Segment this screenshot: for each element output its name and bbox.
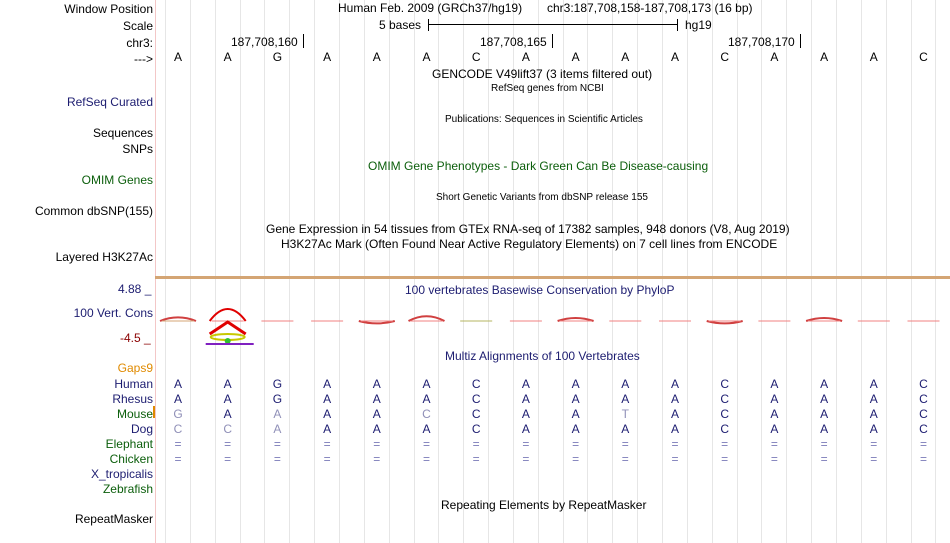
alignment-base: C [720, 392, 730, 406]
alignment-base: = [919, 437, 927, 451]
scale-bar [428, 24, 678, 25]
conservation-mark [210, 309, 246, 321]
alignment-base: C [919, 377, 928, 391]
alignment-base: A [323, 377, 332, 391]
alignment-base: A [869, 407, 878, 421]
alignment-base: = [572, 452, 580, 466]
alignment-base: A [670, 377, 679, 391]
grid-line [364, 0, 365, 543]
coord-label: 187,708,160 [231, 35, 298, 49]
strand-label[interactable]: ---> [134, 52, 153, 66]
grid-line [836, 0, 837, 543]
alignment-base: C [720, 407, 730, 421]
alignment-base: C [919, 392, 928, 406]
alignment-base: C [422, 407, 431, 421]
alignment-base: = [472, 452, 480, 466]
grid-line [215, 0, 216, 543]
alignment-base: G [272, 392, 283, 406]
alignment-base: = [174, 452, 182, 466]
species-label[interactable]: Human [114, 377, 153, 391]
coord-label: 187,708,170 [728, 35, 795, 49]
alignment-base: = [224, 452, 232, 466]
alignment-base: A [422, 377, 431, 391]
h3k27ac-track-title[interactable]: H3K27Ac Mark (Often Found Near Active Regulatory Elements) on 7 cell lines from ENCODE [281, 237, 778, 251]
alignment-base: A [273, 407, 282, 421]
reference-base: A [521, 50, 530, 64]
alignment-base: A [173, 377, 182, 391]
alignment-base: = [273, 437, 281, 451]
alignment-base: C [223, 422, 233, 436]
publications-track-title[interactable]: Publications: Sequences in Scientific Articles [445, 114, 643, 125]
alignment-base: A [521, 422, 530, 436]
alignment-base: = [671, 437, 679, 451]
alignment-base: = [522, 437, 530, 451]
alignment-base: = [621, 437, 629, 451]
refseq-track-label[interactable]: RefSeq Curated [66, 95, 153, 109]
position-text: chr3:187,708,158-187,708,173 (16 bp) [547, 1, 753, 15]
alignment-base: A [372, 407, 381, 421]
alignment-base: = [373, 437, 381, 451]
reference-base: C [471, 50, 481, 64]
grid-line [488, 0, 489, 543]
scale-value: 5 bases [379, 18, 422, 32]
alignment-base: = [522, 452, 530, 466]
alignment-base: = [422, 437, 430, 451]
alignment-base: A [621, 422, 630, 436]
grid-line [438, 0, 439, 543]
alignment-base: A [273, 422, 282, 436]
alignment-base: = [721, 437, 729, 451]
alignment-base: = [373, 452, 381, 466]
alignment-base: A [770, 377, 779, 391]
species-label[interactable]: Chicken [109, 452, 153, 466]
track-divider [155, 276, 950, 279]
dbsnp-track-label[interactable]: Common dbSNP(155) [34, 204, 153, 218]
alignment-base: A [521, 392, 530, 406]
alignment-base: A [372, 392, 381, 406]
alignment-base: A [820, 377, 829, 391]
grid-line [786, 0, 787, 543]
grid-line [637, 0, 638, 543]
grid-line [339, 0, 340, 543]
grid-line [414, 0, 415, 543]
alignment-base: A [571, 377, 580, 391]
alignment-base: A [869, 377, 878, 391]
alignment-base: C [471, 407, 481, 421]
grid-line [811, 0, 812, 543]
reference-base: A [173, 50, 182, 64]
alignment-base: = [870, 452, 878, 466]
conservation-plot[interactable] [155, 300, 950, 350]
scale-label: Scale [122, 19, 153, 33]
scale-db: hg19 [685, 18, 712, 32]
reference-base: A [820, 50, 829, 64]
grid-line [389, 0, 390, 543]
gencode-track-title[interactable]: GENCODE V49lift37 (3 items filtered out) [432, 67, 653, 81]
species-label[interactable]: Zebrafish [102, 482, 153, 496]
phylop-track-title[interactable]: 100 vertebrates Basewise Conservation by PhyloP [405, 283, 675, 297]
alignment-base: A [372, 422, 381, 436]
grid-line [289, 0, 290, 543]
alignment-base: A [670, 407, 679, 421]
species-label[interactable]: Mouse [116, 407, 153, 421]
cons-max-label: 4.88 _ [118, 282, 152, 296]
reference-base: A [372, 50, 381, 64]
alignment-base: = [770, 437, 778, 451]
alignment-base: A [422, 422, 431, 436]
gtex-track-title[interactable]: Gene Expression in 54 tissues from GTEx RNA-seq of 17382 samples, 948 donors (V8, Aug 2019) [266, 222, 790, 236]
alignment-base: = [174, 437, 182, 451]
species-label[interactable]: Rhesus [112, 392, 153, 406]
cons-min-label: -4.5 _ [120, 331, 151, 345]
alignment-base: G [272, 377, 283, 391]
grid-line [463, 0, 464, 543]
grid-line [861, 0, 862, 543]
alignment-base: A [770, 422, 779, 436]
h3k27ac-track-label[interactable]: Layered H3K27Ac [55, 250, 153, 264]
conservation-mark [160, 317, 196, 321]
window-position-label: Window Position [64, 2, 153, 16]
alignment-base: = [572, 437, 580, 451]
repeatmasker-track-title[interactable]: Repeating Elements by RepeatMasker [441, 498, 647, 512]
alignment-base: A [571, 407, 580, 421]
grid-line [911, 0, 912, 543]
alignment-base: A [670, 392, 679, 406]
alignment-base: A [521, 407, 530, 421]
alignment-base: A [820, 392, 829, 406]
alignment-base: A [621, 377, 630, 391]
reference-base: A [223, 50, 232, 64]
alignment-base: A [571, 392, 580, 406]
grid-line [935, 0, 936, 543]
reference-base: A [670, 50, 679, 64]
grid-line [314, 0, 315, 543]
alignment-base: A [223, 392, 232, 406]
alignment-base: = [224, 437, 232, 451]
alignment-base: C [471, 392, 481, 406]
alignment-base: A [621, 392, 630, 406]
alignment-base: A [670, 422, 679, 436]
alignment-base: A [422, 392, 431, 406]
reference-base: C [919, 50, 928, 64]
alignment-base: = [323, 452, 331, 466]
alignment-base: = [870, 437, 878, 451]
chrom-label: chr3: [126, 36, 153, 50]
alignment-base: A [372, 377, 381, 391]
alignment-base: = [820, 452, 828, 466]
alignment-base: = [919, 452, 927, 466]
alignment-base: C [720, 422, 730, 436]
alignment-base: C [173, 422, 183, 436]
multiz-track-title[interactable]: Multiz Alignments of 100 Vertebrates [445, 349, 640, 363]
alignment-base: A [323, 407, 332, 421]
alignment-base: A [223, 407, 232, 421]
alignment-base: A [869, 422, 878, 436]
species-label[interactable]: X_tropicalis [90, 467, 153, 481]
reference-base: G [272, 50, 283, 64]
alignment-base: = [273, 452, 281, 466]
alignment-base: = [323, 437, 331, 451]
conservation-logo [210, 322, 246, 334]
refseq-track-title[interactable]: RefSeq genes from NCBI [491, 83, 604, 94]
conservation-mark [409, 316, 445, 321]
grid-line [737, 0, 738, 543]
grid-line [886, 0, 887, 543]
grid-line [712, 0, 713, 543]
alignment-base: A [223, 377, 232, 391]
coord-label: 187,708,165 [480, 35, 547, 49]
alignment-base: = [721, 452, 729, 466]
alignment-base: A [770, 407, 779, 421]
grid-line [612, 0, 613, 543]
grid-line [165, 0, 166, 543]
alignment-base: = [671, 452, 679, 466]
grid-line [662, 0, 663, 543]
omim-track-title[interactable]: OMIM Gene Phenotypes - Dark Green Can Be Disease-causing [368, 159, 709, 173]
alignment-base: T [621, 407, 629, 421]
reference-base: A [323, 50, 332, 64]
alignment-base: A [869, 392, 878, 406]
dbsnp-track-title[interactable]: Short Genetic Variants from dbSNP release 155 [436, 192, 648, 203]
alignment-base: A [571, 422, 580, 436]
reference-base: A [422, 50, 431, 64]
grid-line [687, 0, 688, 543]
panel-separator [155, 0, 156, 543]
alignment-base: C [919, 407, 928, 421]
grid-line [761, 0, 762, 543]
alignment-base: A [820, 407, 829, 421]
species-label[interactable]: Elephant [105, 437, 153, 451]
alignment-base: = [422, 452, 430, 466]
alignment-base: = [621, 452, 629, 466]
alignment-base: C [919, 422, 928, 436]
alignment-base: = [820, 437, 828, 451]
grid-line [190, 0, 191, 543]
alignment-base: C [720, 377, 730, 391]
repeatmasker-track-label[interactable]: RepeatMasker [74, 512, 153, 526]
gaps-label[interactable]: Gaps9 [117, 361, 153, 375]
reference-base: A [621, 50, 630, 64]
alignment-base: G [173, 407, 183, 421]
assembly-title: Human Feb. 2009 (GRCh37/hg19) [338, 1, 523, 15]
snps-track-label[interactable]: SNPs [122, 142, 153, 156]
browser-image[interactable] [155, 0, 950, 543]
grid-line [240, 0, 241, 543]
alignment-base: A [521, 377, 530, 391]
alignment-base: C [471, 422, 481, 436]
conservation-track-label[interactable]: 100 Vert. Cons [73, 306, 153, 320]
alignment-base: A [173, 392, 182, 406]
alignment-base: A [323, 422, 332, 436]
grid-line [264, 0, 265, 543]
reference-base: A [869, 50, 878, 64]
omim-track-label[interactable]: OMIM Genes [81, 173, 153, 187]
alignment-base: A [770, 392, 779, 406]
reference-base: C [720, 50, 730, 64]
alignment-base: = [770, 452, 778, 466]
sequences-track-label[interactable]: Sequences [92, 126, 153, 140]
alignment-base: A [820, 422, 829, 436]
reference-base: A [770, 50, 779, 64]
alignment-base: C [471, 377, 481, 391]
species-label[interactable]: Dog [130, 422, 153, 436]
alignment-base: = [472, 437, 480, 451]
alignment-base: A [323, 392, 332, 406]
reference-base: A [571, 50, 580, 64]
